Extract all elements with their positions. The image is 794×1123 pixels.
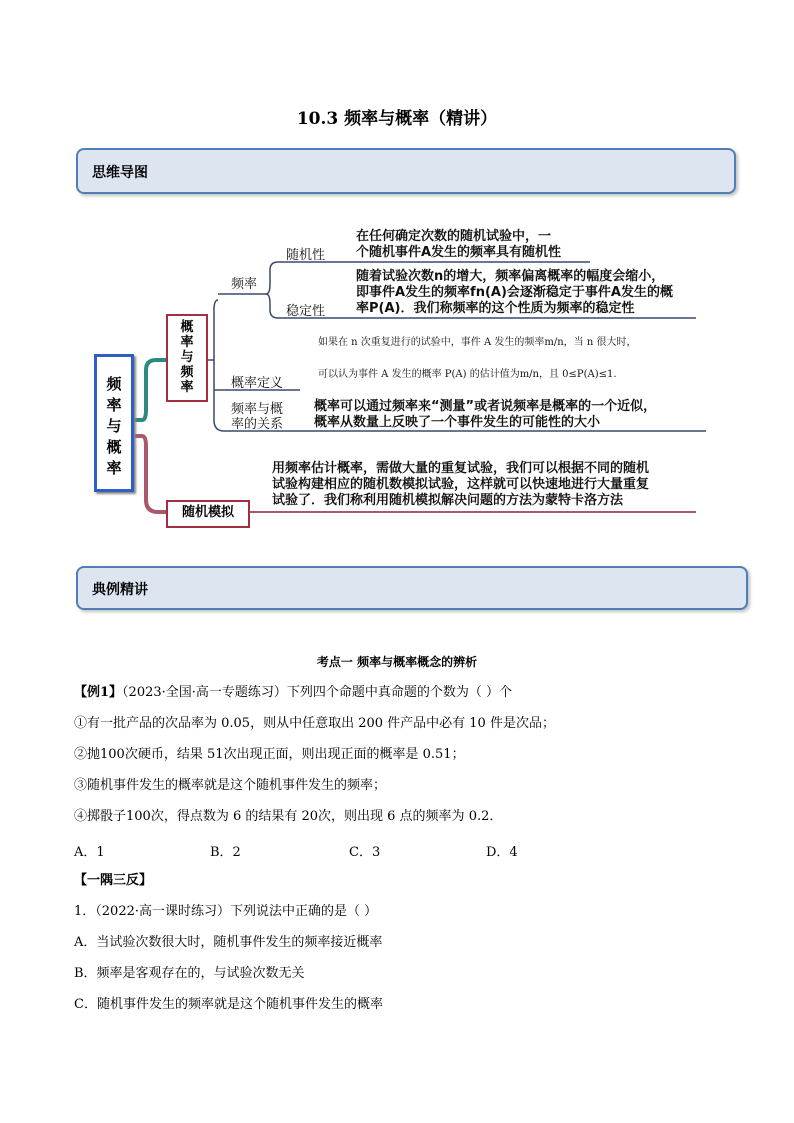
root-char: 频 [106, 375, 122, 393]
topic-heading: 考点一 频率与概率概念的辨析 [316, 655, 478, 669]
branch-random-sim [166, 500, 250, 528]
option-d: D．4 [486, 845, 518, 860]
root-char: 率 [106, 459, 122, 477]
sim-text-1: 用频率估计概率，需做大量的重复试验，我们可以根据不同的随机 [272, 461, 650, 476]
branch-char: 率 [180, 380, 194, 395]
section-mindmap-label: 思维导图 [92, 165, 148, 181]
example-1 [74, 684, 512, 702]
example-1-tag: 【例1】 [74, 685, 123, 700]
stability-text-2: 即事件A发生的频率fn(A)会逐渐稳定于事件A发生的概 [356, 285, 673, 300]
relation-text-1: 概率可以通过频率来“测量”或者说频率是概率的一个近似， [314, 399, 657, 414]
node-relation-1: 频率与概 [231, 402, 284, 417]
item-2: ②抛100次硬币，结果 51次出现正面，则出现正面的概率是 0.51； [74, 747, 465, 762]
root-char: 概 [106, 438, 122, 456]
node-randomness: 随机性 [286, 248, 326, 263]
item-1: ①有一批产品的次品率为 0.05，则从中任意取出 200 件产品中必有 10 件是次品； [74, 716, 555, 731]
prob-def-text-2: 可以认为事件 A 发生的概率 P(A) 的估计值为m/n，且 0≤P(A)≤1. [318, 369, 617, 380]
branch-char: 与 [180, 350, 194, 365]
question-1: 1．（2022·高一课时练习）下列说法中正确的是（ ） [74, 904, 378, 919]
section-examples [76, 566, 748, 610]
stability-text-1: 随着试验次数n的增大，频率偏离概率的幅度会缩小， [356, 269, 665, 284]
mindmap-root [94, 354, 134, 492]
q1-option-a: A．当试验次数很大时，随机事件发生的频率接近概率 [74, 935, 383, 950]
stability-text-3: 率P(A)．我们称频率的这个性质为频率的稳定性 [356, 301, 635, 316]
branch-char: 率 [180, 335, 194, 350]
item-3: ③随机事件发生的概率就是这个随机事件发生的频率； [74, 778, 387, 793]
branch-char: 概 [180, 320, 194, 335]
branch-prob-freq [166, 314, 208, 402]
section-examples-label: 典例精讲 [92, 582, 148, 598]
node-stability: 稳定性 [286, 304, 326, 319]
randomness-text-2: 个随机事件A发生的频率具有随机性 [356, 245, 562, 260]
root-char: 与 [106, 417, 122, 435]
option-b: B．2 [210, 845, 241, 860]
prob-def-text-1: 如果在 n 次重复进行的试验中，事件 A 发生的频率m/n，当 n 很大时， [318, 337, 637, 348]
q1-option-c: C．随机事件发生的频率就是这个随机事件发生的概率 [74, 997, 383, 1012]
branch-char: 频 [180, 365, 194, 380]
page-title: 10.3 频率与概率（精讲） [296, 109, 498, 129]
example-1-text: （2023·全国·高一专题练习）下列四个命题中真命题的个数为（ ）个 [122, 685, 513, 700]
root-char: 率 [106, 396, 122, 414]
sim-text-3: 试验了．我们称利用随机模拟解决问题的方法为蒙特卡洛方法 [272, 493, 624, 508]
randomness-text-1: 在任何确定次数的随机试验中，一 [356, 229, 552, 244]
option-a: A．1 [74, 845, 105, 860]
node-relation-2: 率的关系 [231, 417, 284, 432]
sim-text-2: 试验构建相应的随机数模拟试验，这样就可以快速地进行大量重复 [272, 477, 650, 492]
relation-text-2: 概率从数量上反映了一个事件发生的可能性的大小 [314, 415, 601, 430]
yiju-heading: 【一隅三反】 [74, 873, 153, 888]
node-prob-def: 概率定义 [231, 376, 284, 391]
item-4: ④掷骰子100次，得点数为 6 的结果有 20次，则出现 6 点的频率为 0.2． [74, 809, 503, 824]
node-frequency: 频率 [231, 277, 258, 292]
q1-option-b: B．频率是客观存在的，与试验次数无关 [74, 966, 305, 981]
option-c: C．3 [349, 845, 381, 860]
branch-label: 随机模拟 [181, 505, 234, 520]
